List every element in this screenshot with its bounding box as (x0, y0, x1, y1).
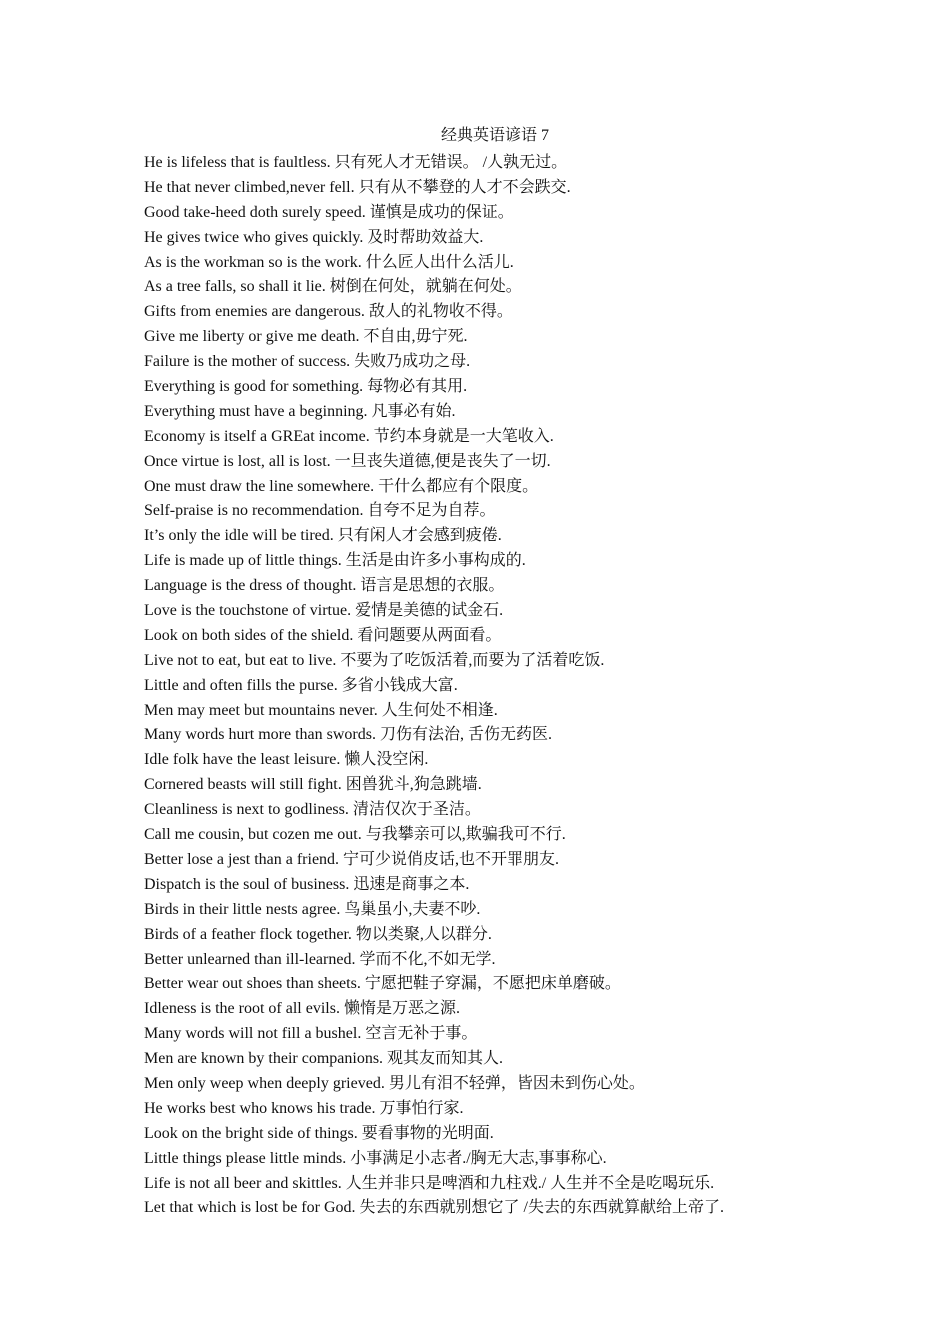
proverb-line: Everything must have a beginning. 凡事必有始. (144, 402, 456, 420)
proverb-line: Language is the dress of thought. 语言是思想的衣服。 (144, 577, 505, 595)
proverb-line: He that never climbed,never fell. 只有从不攀登的人才不会跌交. (144, 178, 571, 196)
proverb-line: Cleanliness is next to godliness. 清洁仅次于圣洁。 (144, 801, 481, 819)
proverb-line: Call me cousin, but cozen me out. 与我攀亲可以,欺骗我可不行. (144, 826, 566, 844)
proverb-line: Many words hurt more than swords. 刀伤有法治, 舌伤无药医. (144, 726, 552, 744)
proverb-line: Live not to eat, but eat to live. 不要为了吃饭活着,而要为了活着吃饭. (144, 651, 605, 669)
proverb-line: As is the workman so is the work. 什么匠人出什么活儿. (144, 253, 514, 271)
proverb-line: Many words will not fill a bushel. 空言无补于事。 (144, 1025, 478, 1043)
proverb-line: Let that which is lost be for God. 失去的东西就别想它了 /失去的东西就算献给上帝了. (144, 1199, 724, 1217)
proverb-line: Men only weep when deeply grieved. 男儿有泪不轻弹，皆因未到伤心处。 (144, 1074, 645, 1092)
proverb-line: Good take-heed doth surely speed. 谨慎是成功的保证。 (144, 203, 514, 221)
proverb-line: Gifts from enemies are dangerous. 敌人的礼物收不得。 (144, 303, 513, 321)
proverb-line: Cornered beasts will still fight. 困兽犹斗,狗急跳墙. (144, 776, 482, 794)
proverb-line: Idleness is the root of all evils. 懒惰是万恶之源. (144, 1000, 460, 1018)
proverb-line: Self-praise is no recommendation. 自夸不足为自荐。 (144, 502, 496, 520)
proverb-line: As a tree falls, so shall it lie. 树倒在何处，就躺在何处。 (144, 278, 522, 296)
proverb-line: Once virtue is lost, all is lost. 一旦丧失道德,便是丧失了一切. (144, 452, 551, 470)
proverb-line: He is lifeless that is faultless. 只有死人才无错误。 /人孰无过。 (144, 154, 568, 171)
proverb-line: It’s only the idle will be tired. 只有闲人才会感到疲倦. (144, 527, 502, 545)
proverb-line: Better wear out shoes than sheets. 宁愿把鞋子穿漏，不愿把床单磨破。 (144, 975, 621, 993)
proverb-line: Idle folk have the least leisure. 懒人没空闲. (144, 751, 429, 769)
proverb-line: Better lose a jest than a friend. 宁可少说俏皮话,也不开罪朋友. (144, 850, 560, 868)
proverb-list (144, 151, 924, 1221)
proverb-line: Dispatch is the soul of business. 迅速是商事之本. (144, 875, 470, 893)
proverb-line: Look on both sides of the shield. 看问题要从两面看。 (144, 626, 502, 644)
proverb-line: Little and often fills the purse. 多省小钱成大富. (144, 676, 458, 694)
proverb-line: One must draw the line somewhere. 干什么都应有个限度。 (144, 477, 539, 495)
proverb-line: Men are known by their companions. 观其友而知其人. (144, 1050, 504, 1068)
proverb-line: Failure is the mother of success. 失败乃成功之母. (144, 353, 471, 371)
proverb-line: Men may meet but mountains never. 人生何处不相逢. (144, 701, 498, 719)
proverb-line: Economy is itself a GREat income. 节约本身就是一大笔收入. (144, 427, 554, 445)
proverb-line: Love is the touchstone of virtue. 爱情是美德的试金石. (144, 602, 504, 620)
proverb-line: Give me liberty or give me death. 不自由,毋宁死. (144, 328, 468, 346)
proverb-line: Life is not all beer and skittles. 人生并非只是啤酒和九柱戏./ 人生并不全是吃喝玩乐. (144, 1174, 715, 1192)
proverb-line: Little things please little minds. 小事满足小志者./胸无大志,事事称心. (144, 1149, 607, 1167)
proverb-line: He works best who knows his trade. 万事怕行家. (144, 1099, 464, 1117)
proverb-line: Birds in their little nests agree. 鸟巢虽小,夫妻不吵. (144, 900, 481, 918)
proverb-line: Better unlearned than ill-learned. 学而不化,不如无学. (144, 950, 496, 968)
proverb-line: He gives twice who gives quickly. 及时帮助效益大. (144, 228, 484, 246)
document-title: 经典英语谚语 7 (440, 127, 549, 144)
proverb-line: Look on the bright side of things. 要看事物的光明面. (144, 1124, 494, 1142)
proverb-line: Life is made up of little things. 生活是由许多小事构成的. (144, 552, 526, 570)
proverb-line: Birds of a feather flock together. 物以类聚,人以群分. (144, 925, 492, 943)
proverb-line: Everything is good for something. 每物必有其用. (144, 378, 468, 396)
